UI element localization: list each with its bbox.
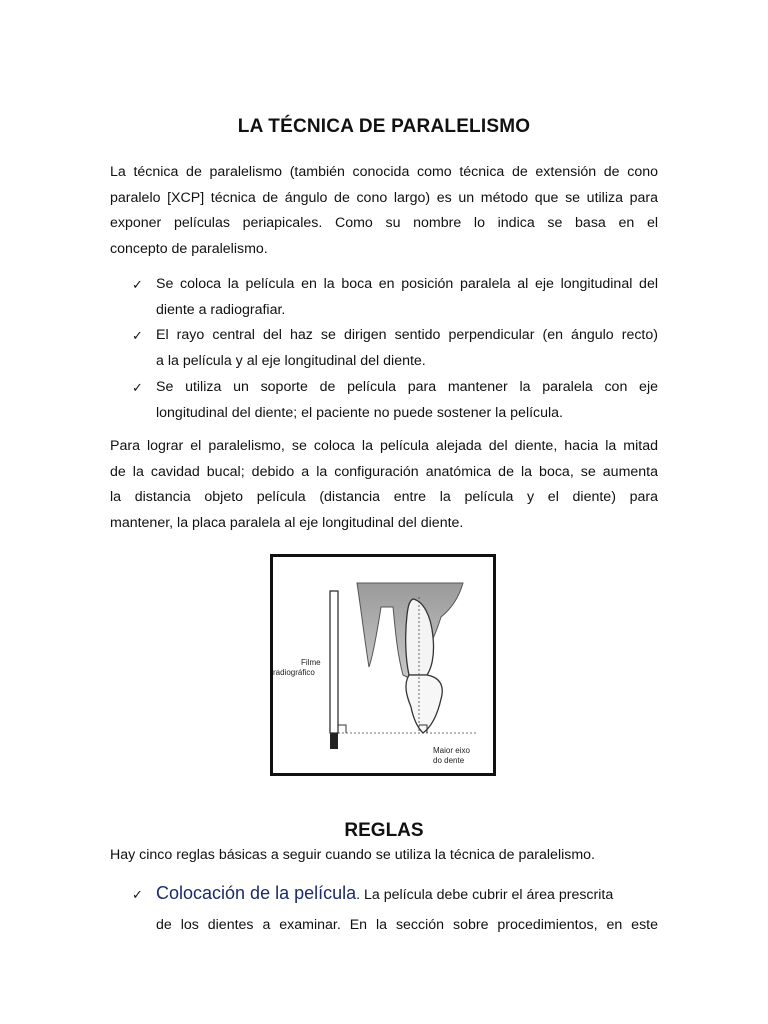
intro-line: concepto de paralelismo. (110, 241, 268, 258)
bullet-item (110, 375, 658, 426)
rule-item (110, 878, 658, 940)
film-strip (330, 591, 338, 733)
intro-line: paralelo [XCP] técnica de ángulo de cono largo) es un método que se utiliza para (110, 189, 658, 206)
bullet-line: El rayo central del haz se dirigen sentido perpendicular (en ángulo recto) (156, 327, 658, 344)
intro-line: La técnica de paralelismo (también conocida como técnica de extensión de cono (110, 164, 658, 180)
tooth-crown (406, 675, 442, 733)
tooth-film-figure (270, 554, 496, 776)
rule-line: de los dientes a examinar. En la sección sobre procedimientos, en este (156, 917, 658, 933)
rules-list (110, 878, 658, 940)
bullet-line: Se utiliza un soporte de película para mantener la paralela con eje (156, 378, 658, 395)
film-holder-base (330, 733, 338, 749)
intro-paragraph (110, 160, 658, 263)
bullet-line: longitudinal del diente; el paciente no puede sostener la película. (156, 404, 564, 421)
axis-label: do dente (433, 756, 465, 765)
film-label: radiográfico (273, 668, 315, 677)
para-line: de la cavidad bucal; debido a la configuración anatómica de la boca, se aumenta (110, 463, 658, 480)
bullet-item (110, 323, 658, 374)
rule-heading: Colocación de la película (156, 883, 357, 903)
para-line: Para lograr el paralelismo, se coloca la película alejada del diente, hacia la mitad (110, 438, 658, 454)
reglas-heading: REGLAS (344, 820, 424, 841)
page-title: LA TÉCNICA DE PARALELISMO (237, 116, 531, 137)
bullet-list (110, 272, 658, 426)
paralelismo-paragraph (110, 434, 658, 537)
rule-text: . La película debe cubrir el área prescrita (356, 887, 614, 903)
axis-label: Maior eixo (433, 746, 470, 755)
bullet-line: a la película y al eje longitudinal del diente. (156, 353, 426, 370)
intro-line: exponer películas periapicales. Como su nombre lo indica se basa en el (110, 215, 658, 232)
check-icon: ✓ (132, 379, 143, 395)
tooth-diagram (273, 557, 493, 773)
para-line: la distancia objeto película (distancia entre la película y el diente) para (110, 489, 658, 506)
bullet-item (110, 272, 658, 323)
rule-line (156, 878, 658, 910)
check-icon: ✓ (132, 887, 143, 902)
bullet-line: Se coloca la película en la boca en posición paralela al eje longitudinal del (156, 276, 658, 292)
rules-intro (110, 843, 658, 869)
para-line: mantener, la placa paralela al eje longitudinal del diente. (110, 515, 464, 532)
check-icon: ✓ (132, 328, 143, 344)
right-angle-mark (338, 725, 346, 733)
film-label: Filme (301, 658, 321, 667)
rules-intro-line: Hay cinco reglas básicas a seguir cuando se utiliza la técnica de paralelismo. (110, 847, 595, 863)
check-icon: ✓ (132, 277, 143, 292)
bullet-line: diente a radiografiar. (156, 301, 286, 318)
